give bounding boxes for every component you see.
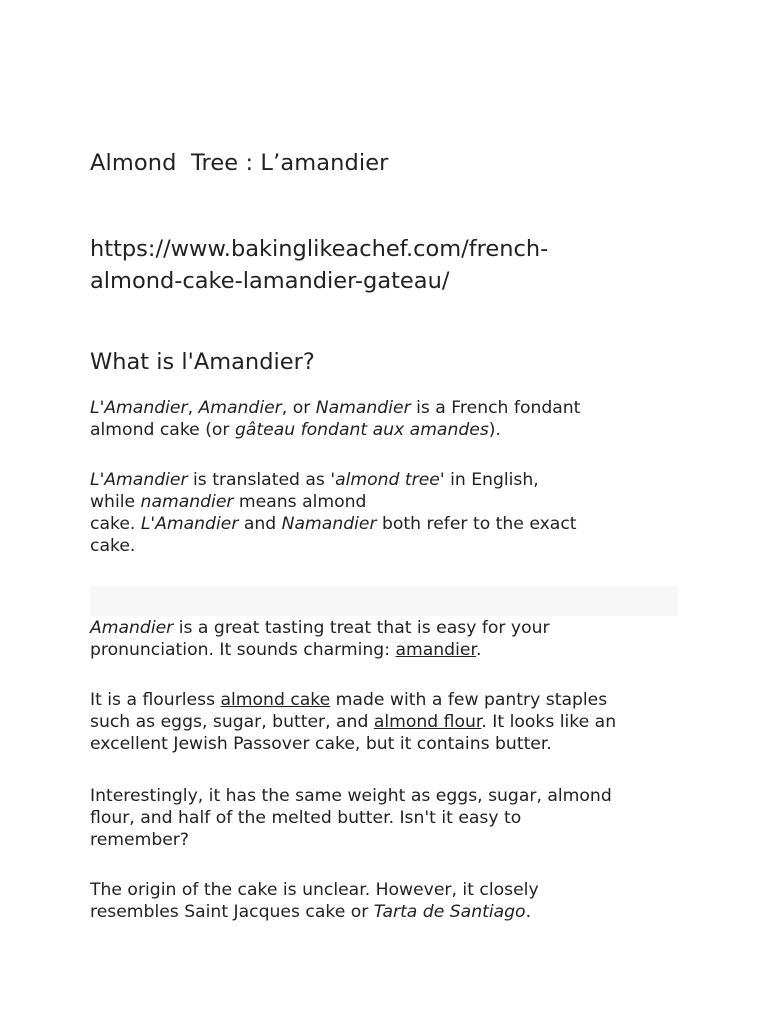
text-run: ' in English, bbox=[439, 470, 539, 490]
p2-line-1 bbox=[90, 469, 650, 491]
term-namandier: Namandier bbox=[315, 398, 411, 418]
p6-line-1: The origin of the cake is unclear. However, it closely bbox=[90, 880, 539, 900]
text-run: ). bbox=[488, 420, 501, 440]
text-run: both refer to the exact bbox=[376, 514, 577, 534]
text-run: is translated as ' bbox=[187, 470, 336, 490]
text-run: made with a few pantry staples bbox=[330, 690, 608, 710]
text-run: pronunciation. It sounds charming: bbox=[90, 640, 396, 660]
text-run: , bbox=[187, 398, 199, 418]
text-run: while bbox=[90, 492, 141, 512]
text-run: is a great tasting treat that is easy for your bbox=[173, 618, 550, 638]
section-heading: What is l'Amandier? bbox=[90, 349, 315, 375]
term-lamandier: L'Amandier bbox=[140, 514, 239, 534]
p2-line-2 bbox=[90, 491, 650, 513]
paragraph-translation bbox=[90, 469, 650, 557]
source-url bbox=[90, 233, 650, 297]
text-run: is a French fondant bbox=[410, 398, 581, 418]
p5-line-3: remember? bbox=[90, 830, 189, 850]
text-run: . It looks like an bbox=[481, 712, 617, 732]
text-run: , or bbox=[281, 398, 316, 418]
embed-placeholder bbox=[90, 586, 678, 616]
paragraph-ingredients bbox=[90, 689, 680, 755]
p3-line-2 bbox=[90, 639, 650, 661]
almond-cake-link[interactable]: almond cake bbox=[220, 690, 331, 710]
p4-line-3: excellent Jewish Passover cake, but it contains butter. bbox=[90, 734, 552, 754]
almond-flour-link[interactable]: almond flour bbox=[373, 712, 482, 732]
term-amandier: Amandier bbox=[198, 398, 282, 418]
text-run: cake. bbox=[90, 514, 141, 534]
amandier-link[interactable]: amandier bbox=[395, 640, 476, 660]
paragraph-pronunciation bbox=[90, 617, 650, 661]
paragraph-weight bbox=[90, 785, 680, 851]
term-lamandier: L'Amandier bbox=[90, 398, 188, 418]
text-run: means almond bbox=[233, 492, 367, 512]
p5-line-1: Interestingly, it has the same weight as eggs, sugar, almond bbox=[90, 786, 612, 806]
term-namandier: Namandier bbox=[281, 514, 377, 534]
term-namandier: namandier bbox=[140, 492, 234, 512]
p5-line-2: flour, and half of the melted butter. Isn't it easy to bbox=[90, 808, 522, 828]
p2-line-4: cake. bbox=[90, 536, 136, 556]
text-run: . bbox=[475, 640, 482, 660]
text-run: . bbox=[525, 902, 532, 922]
text-run: It is a flourless bbox=[90, 690, 221, 710]
p1-line-2 bbox=[90, 419, 650, 441]
p4-line-2 bbox=[90, 711, 680, 733]
text-run: resembles Saint Jacques cake or bbox=[90, 902, 374, 922]
p4-line-1 bbox=[90, 689, 680, 711]
paragraph-definition bbox=[90, 397, 650, 441]
text-run: and bbox=[238, 514, 282, 534]
term-almond-tree: almond tree bbox=[335, 470, 440, 490]
paragraph-origin bbox=[90, 879, 680, 923]
url-line-2: almond-cake-lamandier-gateau/ bbox=[90, 268, 450, 294]
p6-line-2 bbox=[90, 901, 680, 923]
text-run: such as eggs, sugar, butter, and bbox=[90, 712, 374, 732]
page-title: Almond Tree : L’amandier bbox=[90, 150, 389, 176]
text-run: almond cake (or bbox=[90, 420, 235, 440]
p1-line-1 bbox=[90, 397, 650, 419]
term-lamandier: L'Amandier bbox=[90, 470, 188, 490]
p2-line-3 bbox=[90, 513, 650, 535]
term-tarta-de-santiago: Tarta de Santiago bbox=[373, 902, 526, 922]
url-line-1: https://www.bakinglikeachef.com/french- bbox=[90, 236, 549, 262]
term-gateau: gâteau fondant aux amandes bbox=[234, 420, 489, 440]
term-amandier: Amandier bbox=[90, 618, 174, 638]
p3-line-1 bbox=[90, 617, 650, 639]
